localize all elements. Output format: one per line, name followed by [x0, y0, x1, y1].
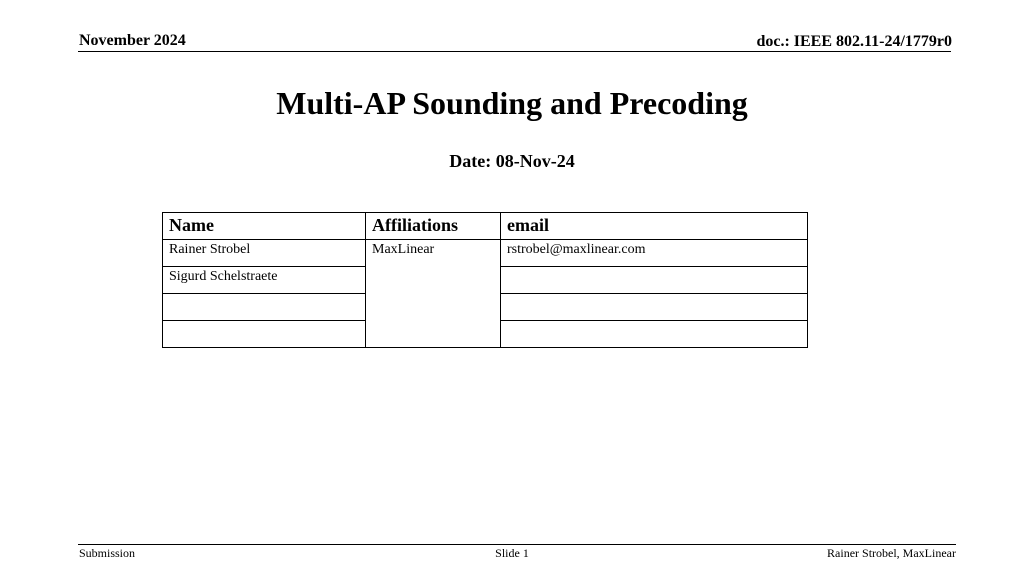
author-name: Sigurd Schelstraete [163, 267, 366, 294]
footer-submission: Submission [79, 546, 136, 560]
footer-slide-number: Slide 1 [495, 546, 529, 560]
author-email [501, 294, 808, 321]
author-affiliation: MaxLinear [366, 240, 501, 348]
header-date: November 2024 [79, 32, 186, 49]
column-header-affiliations: Affiliations [366, 213, 501, 240]
column-header-email: email [501, 213, 808, 240]
author-name [163, 294, 366, 321]
author-email: rstrobel@maxlinear.com [501, 240, 808, 267]
column-header-name: Name [163, 213, 366, 240]
header-doc-id: doc.: IEEE 802.11-24/1779r0 [756, 33, 952, 50]
footer-divider [78, 544, 956, 545]
author-email [501, 321, 808, 348]
presentation-date: Date: 08-Nov-24 [449, 151, 575, 171]
author-email [501, 267, 808, 294]
table-row [163, 240, 808, 267]
footer-author: Rainer Strobel, MaxLinear [827, 546, 956, 560]
author-name [163, 321, 366, 348]
authors-table [162, 212, 808, 348]
table-header-row [163, 213, 808, 240]
author-name: Rainer Strobel [163, 240, 366, 267]
slide-title: Multi-AP Sounding and Precoding [276, 85, 748, 121]
header-divider [78, 51, 951, 52]
